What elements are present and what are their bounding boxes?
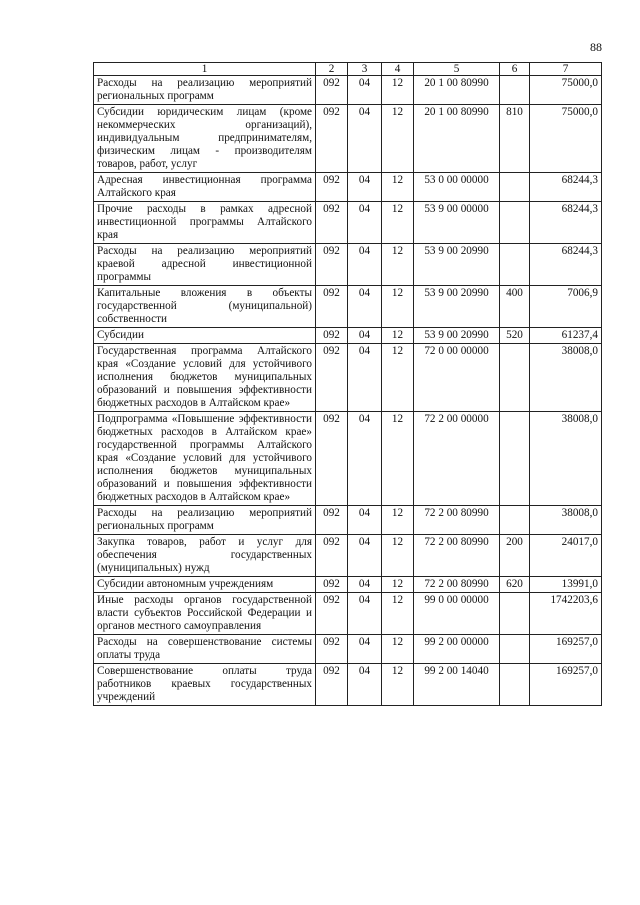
subsection-code: 12 <box>382 244 414 286</box>
admin-code: 092 <box>316 328 348 344</box>
row-name: Закупка товаров, работ и услуг для обеспечения государственных (муниципальных) нужд <box>94 535 316 577</box>
row-name: Государственная программа Алтайского края «Создание условий для устойчивого исполнения бюджетов муниципальных образований и повышения эффективности бюджетных расходов в Алтайском крае» <box>94 344 316 412</box>
table-row <box>94 76 602 105</box>
table-body <box>94 76 602 706</box>
expense-type: 520 <box>500 328 530 344</box>
section-code: 04 <box>348 664 382 706</box>
expense-type <box>500 244 530 286</box>
admin-code: 092 <box>316 635 348 664</box>
amount: 75000,0 <box>530 76 602 105</box>
subsection-code: 12 <box>382 344 414 412</box>
table-row <box>94 202 602 244</box>
amount: 169257,0 <box>530 635 602 664</box>
expense-type <box>500 76 530 105</box>
expense-type <box>500 344 530 412</box>
expense-type <box>500 593 530 635</box>
admin-code: 092 <box>316 535 348 577</box>
admin-code: 092 <box>316 344 348 412</box>
subsection-code: 12 <box>382 286 414 328</box>
column-header: 5 <box>414 63 500 76</box>
budget-table <box>93 62 602 706</box>
target-article: 20 1 00 80990 <box>414 105 500 173</box>
admin-code: 092 <box>316 244 348 286</box>
admin-code: 092 <box>316 593 348 635</box>
expense-type <box>500 506 530 535</box>
amount: 68244,3 <box>530 173 602 202</box>
amount: 38008,0 <box>530 344 602 412</box>
table-row <box>94 286 602 328</box>
page-number: 88 <box>590 40 602 54</box>
subsection-code: 12 <box>382 593 414 635</box>
column-header: 1 <box>94 63 316 76</box>
table-row <box>94 593 602 635</box>
subsection-code: 12 <box>382 577 414 593</box>
row-name: Расходы на реализацию мероприятий региональных программ <box>94 506 316 535</box>
table-row <box>94 412 602 506</box>
subsection-code: 12 <box>382 535 414 577</box>
admin-code: 092 <box>316 173 348 202</box>
row-name: Иные расходы органов государственной власти субъектов Российской Федерации и органов местного самоуправления <box>94 593 316 635</box>
target-article: 99 2 00 14040 <box>414 664 500 706</box>
subsection-code: 12 <box>382 76 414 105</box>
column-header: 6 <box>500 63 530 76</box>
amount: 7006,9 <box>530 286 602 328</box>
table-row <box>94 577 602 593</box>
section-code: 04 <box>348 105 382 173</box>
table-row <box>94 105 602 173</box>
section-code: 04 <box>348 412 382 506</box>
amount: 38008,0 <box>530 412 602 506</box>
admin-code: 092 <box>316 202 348 244</box>
subsection-code: 12 <box>382 173 414 202</box>
expense-type <box>500 202 530 244</box>
section-code: 04 <box>348 593 382 635</box>
row-name: Капитальные вложения в объекты государственной (муниципальной) собственности <box>94 286 316 328</box>
table-row <box>94 535 602 577</box>
admin-code: 092 <box>316 412 348 506</box>
target-article: 53 9 00 20990 <box>414 286 500 328</box>
table-row <box>94 635 602 664</box>
admin-code: 092 <box>316 105 348 173</box>
expense-type <box>500 635 530 664</box>
row-name: Расходы на реализацию мероприятий региональных программ <box>94 76 316 105</box>
expense-type <box>500 664 530 706</box>
section-code: 04 <box>348 173 382 202</box>
table-row <box>94 244 602 286</box>
row-name: Прочие расходы в рамках адресной инвестиционной программы Алтайского края <box>94 202 316 244</box>
section-code: 04 <box>348 76 382 105</box>
table-row <box>94 344 602 412</box>
expense-type: 620 <box>500 577 530 593</box>
amount: 68244,3 <box>530 244 602 286</box>
row-name: Расходы на совершенствование системы оплаты труда <box>94 635 316 664</box>
section-code: 04 <box>348 202 382 244</box>
expense-type: 400 <box>500 286 530 328</box>
section-code: 04 <box>348 506 382 535</box>
section-code: 04 <box>348 244 382 286</box>
amount: 61237,4 <box>530 328 602 344</box>
subsection-code: 12 <box>382 664 414 706</box>
subsection-code: 12 <box>382 105 414 173</box>
table-row <box>94 328 602 344</box>
column-header: 4 <box>382 63 414 76</box>
subsection-code: 12 <box>382 328 414 344</box>
target-article: 72 2 00 80990 <box>414 506 500 535</box>
expense-type: 200 <box>500 535 530 577</box>
amount: 38008,0 <box>530 506 602 535</box>
admin-code: 092 <box>316 76 348 105</box>
expense-type: 810 <box>500 105 530 173</box>
section-code: 04 <box>348 635 382 664</box>
row-name: Подпрограмма «Повышение эффективности бюджетных расходов в Алтайском крае» государственной программы Алтайского края «Создание условий для устойчивого исполнения бюджетов муниципальных образований и повышения эффективности бюджетных расходов в Алтайском крае» <box>94 412 316 506</box>
table-row <box>94 506 602 535</box>
admin-code: 092 <box>316 506 348 535</box>
column-header: 2 <box>316 63 348 76</box>
header-row <box>94 63 602 76</box>
subsection-code: 12 <box>382 635 414 664</box>
amount: 75000,0 <box>530 105 602 173</box>
target-article: 53 0 00 00000 <box>414 173 500 202</box>
column-header: 7 <box>530 63 602 76</box>
target-article: 53 9 00 20990 <box>414 244 500 286</box>
subsection-code: 12 <box>382 202 414 244</box>
target-article: 53 9 00 20990 <box>414 328 500 344</box>
amount: 13991,0 <box>530 577 602 593</box>
section-code: 04 <box>348 535 382 577</box>
admin-code: 092 <box>316 577 348 593</box>
section-code: 04 <box>348 344 382 412</box>
amount: 24017,0 <box>530 535 602 577</box>
subsection-code: 12 <box>382 412 414 506</box>
admin-code: 092 <box>316 664 348 706</box>
row-name: Субсидии юридическим лицам (кроме некоммерческих организаций), индивидуальным предпринимателям, физическим лицам - производителям товаров, работ, услуг <box>94 105 316 173</box>
target-article: 99 2 00 00000 <box>414 635 500 664</box>
row-name: Субсидии автономным учреждениям <box>94 577 316 593</box>
target-article: 53 9 00 00000 <box>414 202 500 244</box>
admin-code: 092 <box>316 286 348 328</box>
expense-type <box>500 173 530 202</box>
table-row <box>94 664 602 706</box>
section-code: 04 <box>348 577 382 593</box>
target-article: 72 2 00 80990 <box>414 577 500 593</box>
target-article: 72 2 00 80990 <box>414 535 500 577</box>
table-row <box>94 173 602 202</box>
row-name: Адресная инвестиционная программа Алтайского края <box>94 173 316 202</box>
section-code: 04 <box>348 286 382 328</box>
subsection-code: 12 <box>382 506 414 535</box>
target-article: 99 0 00 00000 <box>414 593 500 635</box>
column-header: 3 <box>348 63 382 76</box>
section-code: 04 <box>348 328 382 344</box>
row-name: Субсидии <box>94 328 316 344</box>
amount: 1742203,6 <box>530 593 602 635</box>
row-name: Расходы на реализацию мероприятий краевой адресной инвестиционной программы <box>94 244 316 286</box>
amount: 169257,0 <box>530 664 602 706</box>
target-article: 72 2 00 00000 <box>414 412 500 506</box>
target-article: 20 1 00 80990 <box>414 76 500 105</box>
row-name: Совершенствование оплаты труда работников краевых государственных учреждений <box>94 664 316 706</box>
expense-type <box>500 412 530 506</box>
target-article: 72 0 00 00000 <box>414 344 500 412</box>
amount: 68244,3 <box>530 202 602 244</box>
